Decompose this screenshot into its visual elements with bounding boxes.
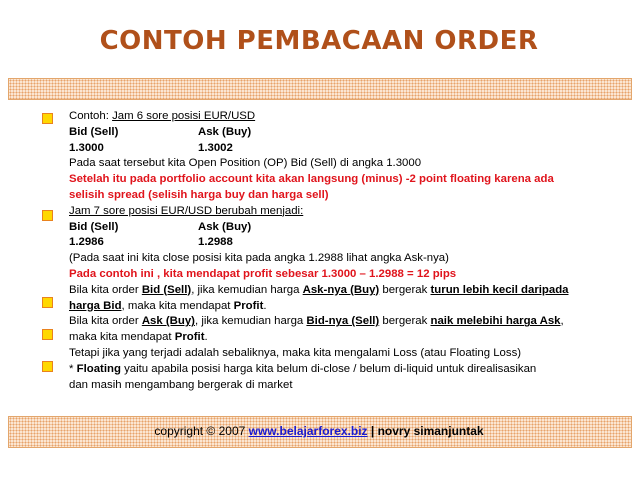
website-link[interactable]: www.belajarforex.biz <box>248 424 368 438</box>
footer-copyright: copyright © 2007 www.belajarforex.biz | novry simanjuntak <box>154 424 484 438</box>
text-line: Tetapi jika yang terjadi adalah sebaliknya, maka kita mengalami Loss (atau Floating Loss) <box>69 346 522 359</box>
text-line: Pada saat tersebut kita Open Position (OP) Bid (Sell) di angka 1.3000 <box>69 157 422 170</box>
square-bullet-icon <box>42 113 53 124</box>
example-line: Contoh: Jam 6 sore posisi EUR/USD <box>69 110 256 122</box>
highlight-line: Setelah itu pada portfolio account kita akan langsung (minus) -2 point floating karena ada <box>69 173 554 186</box>
text-line: Bila kita order Ask (Buy), jika kemudian harga Bid-nya (Sell) bergerak naik melebihi harga Ask, <box>69 315 564 328</box>
price-value-row: 1.2986 1.2988 <box>69 236 233 249</box>
text-line: Bila kita order Bid (Sell), jika kemudian harga Ask-nya (Buy) bergerak turun lebih kecil daripada <box>69 283 569 296</box>
highlight-line: selisih spread (selisih harga buy dan harga sell) <box>69 188 329 201</box>
content-body <box>69 109 629 393</box>
text-line: harga Bid, maka kita mendapat Profit. <box>69 299 267 312</box>
price-header-row: Bid (Sell) Ask (Buy) <box>69 220 252 233</box>
text-line: dan masih mengambang bergerak di market <box>69 378 293 391</box>
square-bullet-icon <box>42 297 53 308</box>
text-line: maka kita mendapat Profit. <box>69 331 208 344</box>
price-header-row: Bid (Sell) Ask (Buy) <box>69 125 252 138</box>
square-bullet-icon <box>42 210 53 221</box>
decorative-band-top <box>8 78 632 100</box>
square-bullet-icon <box>42 329 53 340</box>
text-line: (Pada saat ini kita close posisi kita pada angka 1.2988 lihat angka Ask-nya) <box>69 252 449 265</box>
page-title: CONTOH PEMBACAAN ORDER <box>99 26 539 56</box>
square-bullet-icon <box>42 361 53 372</box>
text-line: * Floating yaitu apabila posisi harga kita belum di-close / belum di-liquid untuk direalisasikan <box>69 362 537 375</box>
text-line: Jam 7 sore posisi EUR/USD berubah menjadi: <box>69 204 304 217</box>
price-value-row: 1.3000 1.3002 <box>69 141 233 154</box>
highlight-line: Pada contoh ini , kita mendapat profit sebesar 1.3000 – 1.2988 = 12 pips <box>69 267 457 280</box>
